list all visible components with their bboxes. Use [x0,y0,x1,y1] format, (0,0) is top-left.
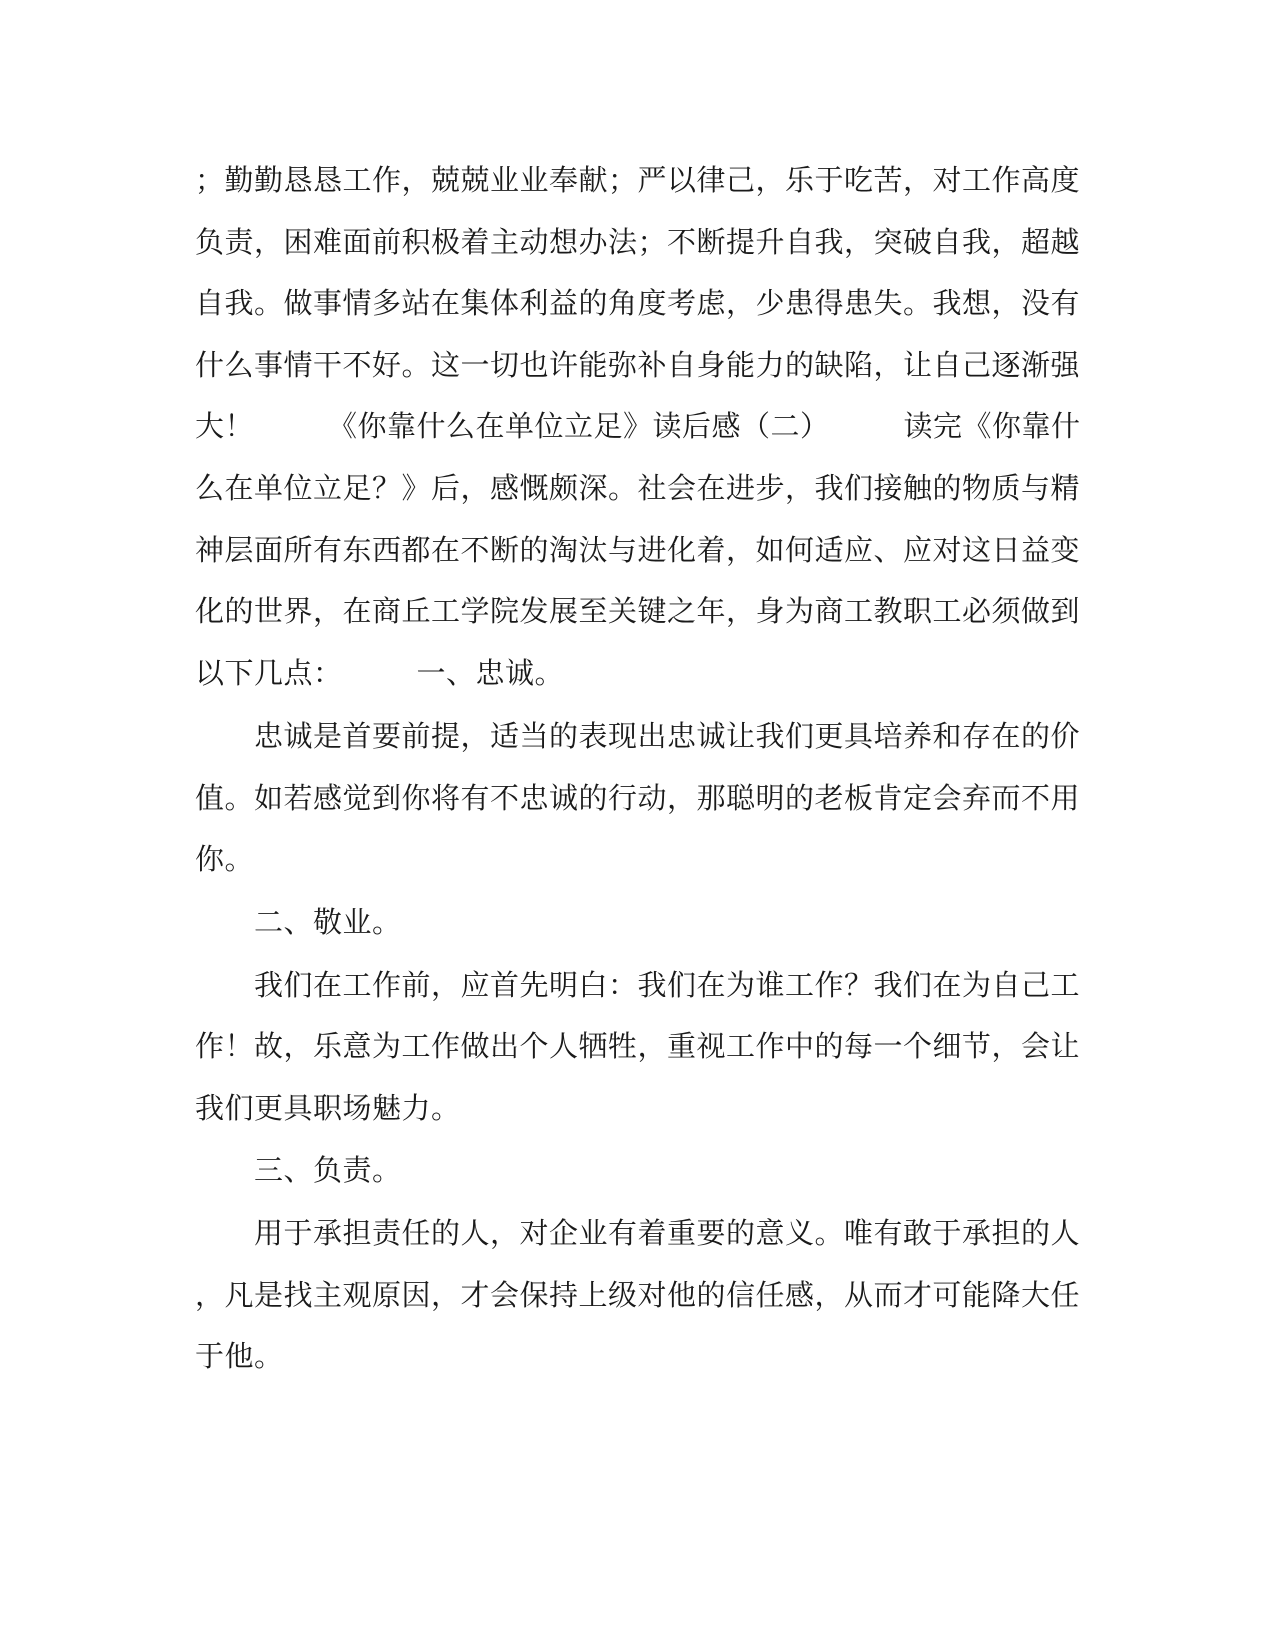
text-line: 我们更具职场魅力。 [195,1091,461,1125]
section-heading: 二、敬业。 [195,905,402,939]
text-line: 化的世界，在商丘工学院发展至关键之年，身为商工教职工必须做到 [195,594,1081,628]
text-line: 自我。做事情多站在集体利益的角度考虑，少患得患失。我想，没有 [195,286,1081,320]
text-line: 忠诚是首要前提，适当的表现出忠诚让我们更具培养和存在的价 [195,719,1081,753]
section-heading: 三、负责。 [195,1153,402,1187]
text-line: 值。如若感觉到你将有不忠诚的行动，那聪明的老板肯定会弃而不用 [195,781,1081,815]
text-line: 神层面所有东西都在不断的淘汰与进化着，如何适应、应对这日益变 [195,533,1081,567]
text-line: 用于承担责任的人，对企业有着重要的意义。唯有敢于承担的人 [195,1216,1081,1250]
text-line: 以下几点： 一、忠诚。 [195,656,565,690]
text-line: 于他。 [195,1339,284,1373]
text-line: 你。 [195,842,255,876]
text-line: 么在单位立足？》后，感慨颇深。社会在进步，我们接触的物质与精 [195,471,1081,505]
text-line: 什么事情干不好。这一切也许能弥补自身能力的缺陷，让自己逐渐强 [195,348,1081,382]
text-line: 大！ 《你靠什么在单位立足》读后感（二） 读完《你靠什 [195,409,1081,443]
text-line: 负责，困难面前积极着主动想办法；不断提升自我，突破自我，超越 [195,225,1081,259]
text-line: ；勤勤恳恳工作，兢兢业业奉献；严以律己，乐于吃苦，对工作高度 [195,163,1081,197]
text-line: 我们在工作前，应首先明白：我们在为谁工作？我们在为自己工 [195,968,1081,1002]
text-line: ，凡是找主观原因，才会保持上级对他的信任感，从而才可能降大任 [195,1278,1081,1312]
text-line: 作！故，乐意为工作做出个人牺牲，重视工作中的每一个细节，会让 [195,1029,1081,1063]
